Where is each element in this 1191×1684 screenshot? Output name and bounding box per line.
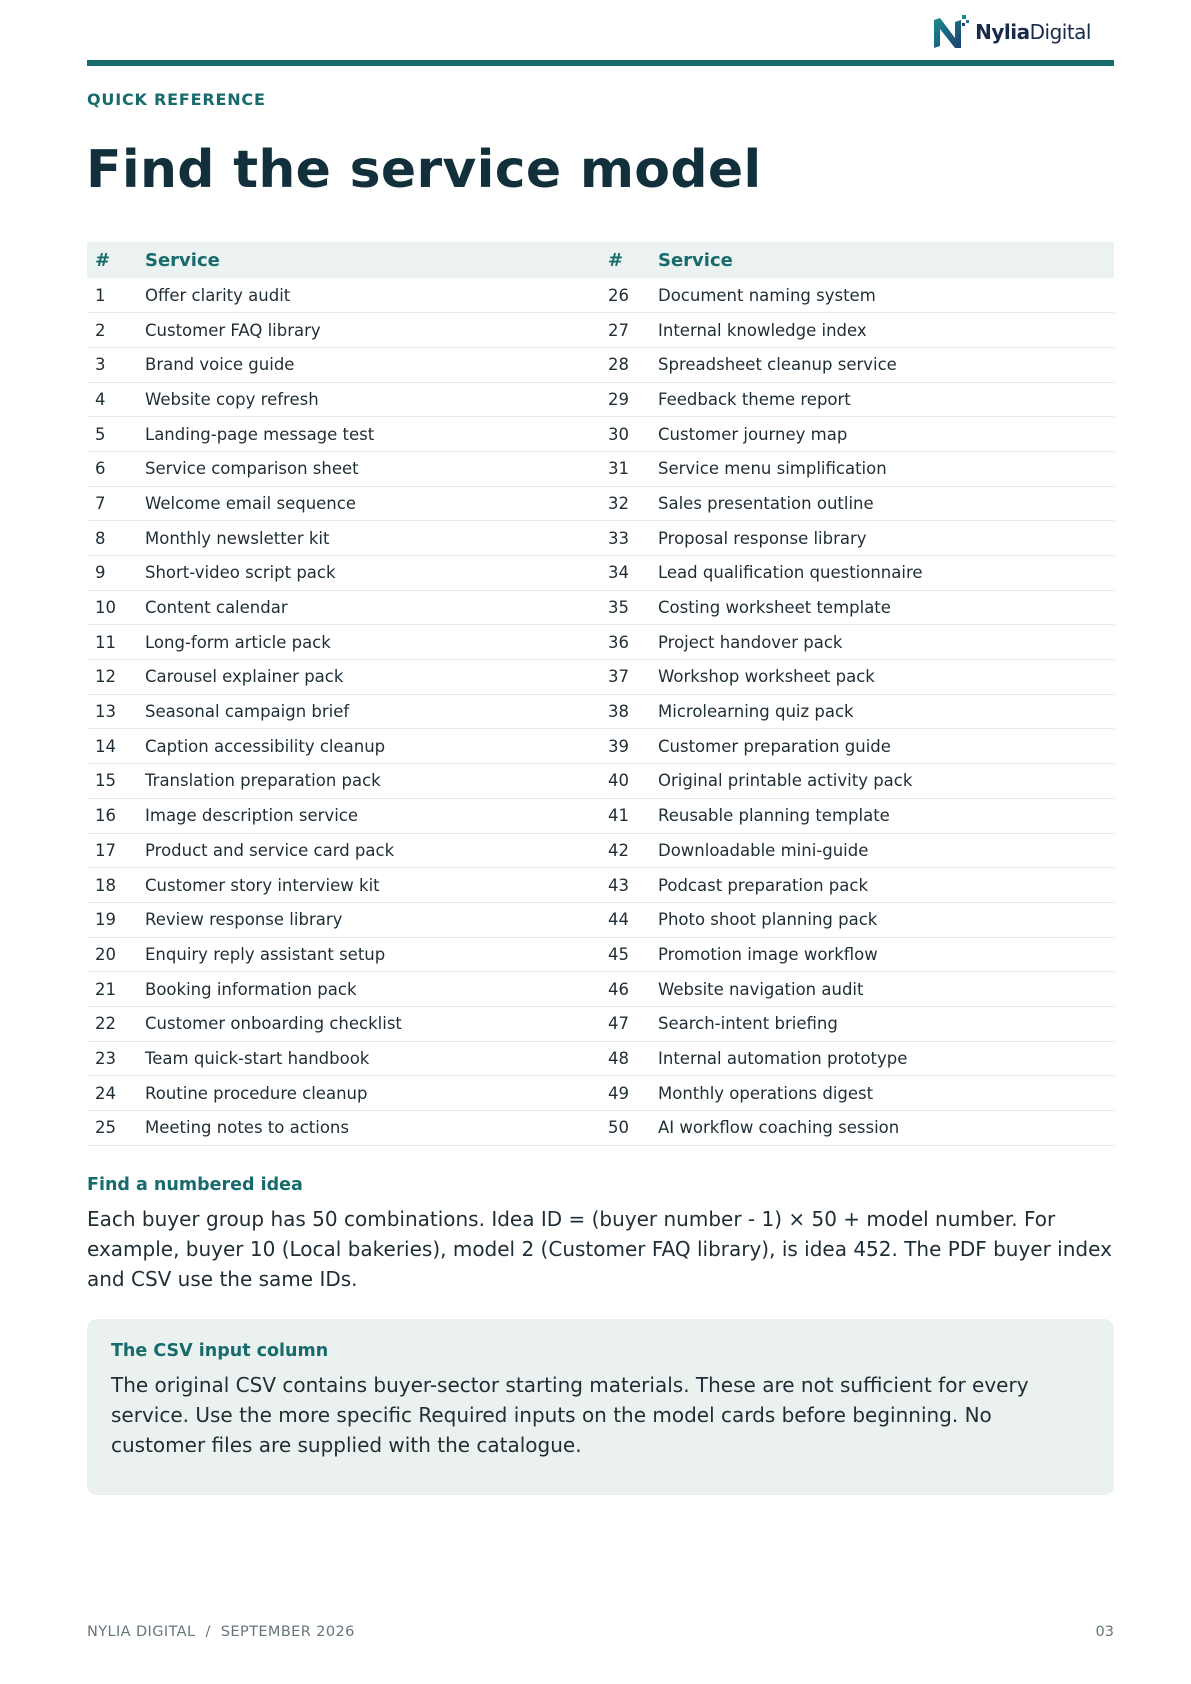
service-number: 37 [600,660,650,695]
service-number: 21 [87,972,137,1007]
service-number: 4 [87,382,137,417]
service-number: 45 [600,937,650,972]
service-name: Costing worksheet template [650,590,1114,625]
table-row [87,937,1114,972]
service-name: Website copy refresh [137,382,600,417]
service-number: 46 [600,972,650,1007]
table-row [87,625,1114,660]
table-row [87,451,1114,486]
service-number: 27 [600,313,650,348]
service-name: Review response library [137,902,600,937]
service-name: Original printable activity pack [650,764,1114,799]
service-name: Landing-page message test [137,417,600,452]
service-name: AI workflow coaching session [650,1111,1114,1146]
service-name: Document naming system [650,278,1114,313]
table-row [87,764,1114,799]
service-number: 13 [87,694,137,729]
service-number: 25 [87,1111,137,1146]
service-number: 6 [87,451,137,486]
page-number: 03 [1095,1624,1114,1640]
service-name: Customer onboarding checklist [137,1006,600,1041]
service-number: 44 [600,902,650,937]
table-row [87,1006,1114,1041]
service-name: Short-video script pack [137,556,600,591]
find-idea-text: Each buyer group has 50 combinations. Idea ID = (buyer number - 1) × 50 + model number. For example, buyer 10 (Local bakeries), model 2 (Customer FAQ library), is idea 452. The PDF buyer index and CSV use the same IDs. [87,1207,1112,1291]
service-number: 18 [87,868,137,903]
service-name: Customer FAQ library [137,313,600,348]
table-row [87,521,1114,556]
service-number: 16 [87,798,137,833]
service-name: Offer clarity audit [137,278,600,313]
service-name: Downloadable mini-guide [650,833,1114,868]
service-name: Monthly newsletter kit [137,521,600,556]
service-number: 32 [600,486,650,521]
service-number: 2 [87,313,137,348]
service-number: 31 [600,451,650,486]
service-name: Customer preparation guide [650,729,1114,764]
service-name: Lead qualification questionnaire [650,556,1114,591]
brand-logo [931,14,1091,50]
service-name: Reusable planning template [650,798,1114,833]
service-name: Enquiry reply assistant setup [137,937,600,972]
nylia-logo-mark-icon [931,14,971,50]
logo-wordmark: NyliaDigital [975,20,1091,44]
service-name: Microlearning quiz pack [650,694,1114,729]
header-rule [87,60,1114,66]
service-number: 8 [87,521,137,556]
footer-publisher: NYLIA DIGITAL / SEPTEMBER 2026 [87,1624,355,1640]
service-name: Service comparison sheet [137,451,600,486]
service-number: 48 [600,1041,650,1076]
table-row [87,313,1114,348]
service-number: 35 [600,590,650,625]
service-name: Booking information pack [137,972,600,1007]
service-number: 33 [600,521,650,556]
service-number: 50 [600,1111,650,1146]
service-number: 36 [600,625,650,660]
table-row [87,660,1114,695]
service-number: 39 [600,729,650,764]
table-row [87,1041,1114,1076]
service-number: 10 [87,590,137,625]
service-number: 12 [87,660,137,695]
service-name: Product and service card pack [137,833,600,868]
service-name: Promotion image workflow [650,937,1114,972]
service-name: Photo shoot planning pack [650,902,1114,937]
callout-text: The original CSV contains buyer-sector starting materials. These are not sufficient for every service. Use the more specific Required inputs on the model cards before beginning. No customer files are supplied with the catalogue. [111,1373,1029,1457]
table-row [87,1111,1114,1146]
csv-callout [87,1319,1114,1495]
table-row [87,278,1114,313]
service-number: 38 [600,694,650,729]
service-number: 15 [87,764,137,799]
service-name: Seasonal campaign brief [137,694,600,729]
service-number: 26 [600,278,650,313]
column-header-number: # [87,242,137,278]
service-name: Sales presentation outline [650,486,1114,521]
table-row [87,902,1114,937]
service-name: Search-intent briefing [650,1006,1114,1041]
column-header-number: # [600,242,650,278]
table-row [87,868,1114,903]
service-number: 40 [600,764,650,799]
service-name: Website navigation audit [650,972,1114,1007]
service-name: Image description service [137,798,600,833]
service-name: Translation preparation pack [137,764,600,799]
table-header-row [87,242,1114,278]
service-name: Workshop worksheet pack [650,660,1114,695]
service-name: Spreadsheet cleanup service [650,347,1114,382]
service-name: Customer story interview kit [137,868,600,903]
service-number: 30 [600,417,650,452]
table-row [87,590,1114,625]
service-number: 7 [87,486,137,521]
service-name: Carousel explainer pack [137,660,600,695]
table-row [87,556,1114,591]
callout-heading: The CSV input column [111,1341,329,1361]
service-name: Internal knowledge index [650,313,1114,348]
service-number: 28 [600,347,650,382]
service-name: Meeting notes to actions [137,1111,600,1146]
table-row [87,347,1114,382]
service-number: 49 [600,1076,650,1111]
service-number: 9 [87,556,137,591]
service-number: 17 [87,833,137,868]
column-header-service: Service [650,242,1114,278]
table-row [87,1076,1114,1111]
table-row [87,729,1114,764]
service-name: Long-form article pack [137,625,600,660]
section-eyebrow: QUICK REFERENCE [87,90,266,109]
service-number: 20 [87,937,137,972]
page-title: Find the service model [86,140,762,200]
service-number: 11 [87,625,137,660]
service-name: Caption accessibility cleanup [137,729,600,764]
service-name: Podcast preparation pack [650,868,1114,903]
service-name: Feedback theme report [650,382,1114,417]
service-number: 42 [600,833,650,868]
service-number: 22 [87,1006,137,1041]
service-table [87,242,1114,1146]
service-name: Team quick-start handbook [137,1041,600,1076]
service-name: Monthly operations digest [650,1076,1114,1111]
table-row [87,833,1114,868]
service-number: 23 [87,1041,137,1076]
table-row [87,694,1114,729]
table-row [87,972,1114,1007]
service-name: Proposal response library [650,521,1114,556]
find-idea-heading: Find a numbered idea [87,1175,303,1195]
column-header-service: Service [137,242,600,278]
service-name: Project handover pack [650,625,1114,660]
service-number: 41 [600,798,650,833]
service-number: 3 [87,347,137,382]
service-number: 19 [87,902,137,937]
service-name: Customer journey map [650,417,1114,452]
service-number: 29 [600,382,650,417]
service-name: Routine procedure cleanup [137,1076,600,1111]
table-row [87,798,1114,833]
table-row [87,382,1114,417]
service-name: Brand voice guide [137,347,600,382]
service-name: Service menu simplification [650,451,1114,486]
service-name: Welcome email sequence [137,486,600,521]
service-number: 14 [87,729,137,764]
service-number: 1 [87,278,137,313]
table-row [87,486,1114,521]
service-name: Internal automation prototype [650,1041,1114,1076]
service-number: 43 [600,868,650,903]
service-name: Content calendar [137,590,600,625]
service-number: 5 [87,417,137,452]
service-number: 47 [600,1006,650,1041]
service-number: 24 [87,1076,137,1111]
service-number: 34 [600,556,650,591]
table-row [87,417,1114,452]
